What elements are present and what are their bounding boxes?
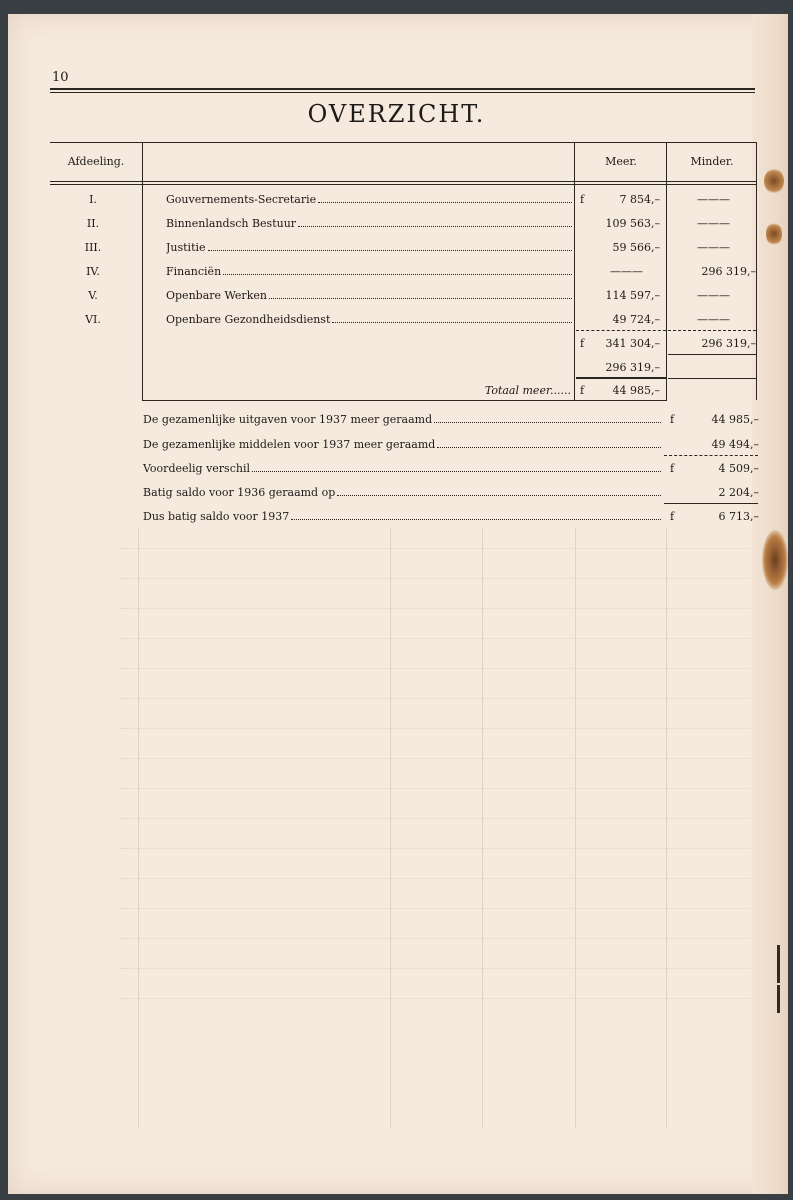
header-bottom-border	[50, 181, 756, 182]
department-name: Justitie	[166, 241, 206, 254]
totaal-meer-value: 44 985,–	[612, 384, 660, 397]
summary-rule	[664, 455, 758, 456]
row-minder-value: ———	[697, 313, 730, 326]
summary-label: Batig saldo voor 1936 geraamd op	[143, 486, 336, 499]
page-title: OVERZICHT.	[307, 100, 486, 128]
row-meer-value: 109 563,–	[605, 217, 660, 230]
rust-stain	[766, 222, 782, 246]
page-number: 10	[52, 70, 69, 85]
row-meer-value: 59 566,–	[612, 241, 660, 254]
department-name: Financiën	[166, 265, 222, 278]
total-minder-sum: 296 319,–	[701, 337, 756, 350]
summary-rule	[664, 503, 758, 504]
header-minder: Minder.	[690, 155, 734, 168]
row-meer-value: ———	[610, 265, 643, 278]
florin-sign: f	[670, 510, 675, 523]
summary-line	[143, 462, 663, 475]
summary-line	[143, 510, 663, 523]
leader-dots	[252, 462, 661, 472]
department-name: Binnenlandsch Bestuur	[166, 217, 297, 230]
row-roman: IV.	[86, 265, 100, 278]
col-divider-name	[574, 142, 575, 400]
row-department	[166, 193, 574, 206]
summary-value: 49 494,–	[711, 438, 759, 451]
summary-line	[143, 486, 663, 499]
row-minder-value: 296 319,–	[701, 265, 756, 278]
leader-dots	[434, 413, 661, 423]
summary-line	[143, 438, 663, 451]
leader-dots	[332, 313, 572, 323]
row-meer-value: 7 854,–	[619, 193, 660, 206]
leader-dots	[223, 265, 572, 275]
top-rule-thin	[50, 92, 755, 93]
row-roman: II.	[86, 217, 100, 230]
col-divider-afdeeling	[142, 142, 143, 400]
minder-total-rule	[668, 354, 756, 355]
florin-sign: f	[580, 384, 585, 397]
row-department	[166, 217, 574, 230]
department-name: Gouvernements-Secretarie	[166, 193, 317, 206]
florin-sign: f	[580, 337, 585, 350]
row-minder-value: ———	[697, 241, 730, 254]
totaal-meer-text: Totaal meer	[484, 384, 551, 397]
row-department	[166, 241, 574, 254]
summary-line	[143, 413, 663, 426]
row-minder-value: ———	[697, 193, 730, 206]
summary-value: 6 713,–	[718, 510, 759, 523]
leader-dots	[269, 289, 572, 299]
subtraction-rule	[576, 378, 666, 379]
rust-stain	[764, 168, 784, 194]
rust-stain	[762, 530, 788, 590]
total-minus-value: 296 319,–	[605, 361, 660, 374]
top-rule	[50, 88, 755, 90]
row-meer-value: 114 597,–	[605, 289, 660, 302]
document-page	[8, 14, 788, 1194]
florin-sign: f	[670, 413, 675, 426]
summary-value: 2 204,–	[718, 486, 759, 499]
summary-label: De gezamenlijke uitgaven voor 1937 meer geraamd	[143, 413, 433, 426]
header-bottom-border-double	[50, 184, 756, 185]
florin-sign: f	[670, 462, 675, 475]
row-department	[166, 289, 574, 302]
leader-dots	[298, 217, 572, 227]
leader-dots	[291, 510, 661, 520]
summary-label: Voordeelig verschil	[143, 462, 250, 475]
row-minder-value: ———	[697, 289, 730, 302]
totaal-meer-label: Totaal meer......	[484, 384, 571, 397]
summary-label: De gezamenlijke middelen voor 1937 meer geraamd	[143, 438, 436, 451]
leader-dots	[437, 438, 661, 448]
summary-value: 4 509,–	[718, 462, 759, 475]
leader-dots	[208, 241, 572, 251]
row-roman: VI.	[85, 313, 101, 326]
binding-staple	[777, 945, 780, 983]
binding-staple	[777, 985, 780, 1013]
summary-value: 44 985,–	[711, 413, 759, 426]
summary-label: Dus batig saldo voor 1937	[143, 510, 290, 523]
florin-sign: f	[580, 193, 585, 206]
row-roman: III.	[84, 241, 102, 254]
subtotal-rule-meer	[576, 330, 666, 331]
table-top-border	[50, 142, 756, 143]
col-divider-minder	[756, 142, 757, 400]
subtotal-rule-minder	[668, 330, 756, 331]
row-roman: V.	[88, 289, 98, 302]
row-roman: I.	[89, 193, 97, 206]
leader-dots	[337, 486, 661, 496]
header-meer: Meer.	[605, 155, 637, 168]
row-meer-value: 49 724,–	[612, 313, 660, 326]
row-minder-value: ———	[697, 217, 730, 230]
department-name: Openbare Werken	[166, 289, 267, 302]
totaal-double-rule	[576, 377, 666, 378]
header-afdeeling: Afdeeling.	[67, 155, 125, 168]
total-meer-sum: 341 304,–	[605, 337, 660, 350]
row-department	[166, 265, 574, 278]
leader-dots	[318, 193, 572, 203]
subtraction-rule-minder	[668, 378, 756, 379]
row-department	[166, 313, 574, 326]
department-name: Openbare Gezondheidsdienst	[166, 313, 331, 326]
col-divider-meer	[666, 142, 667, 400]
table-bottom-border	[142, 400, 667, 401]
